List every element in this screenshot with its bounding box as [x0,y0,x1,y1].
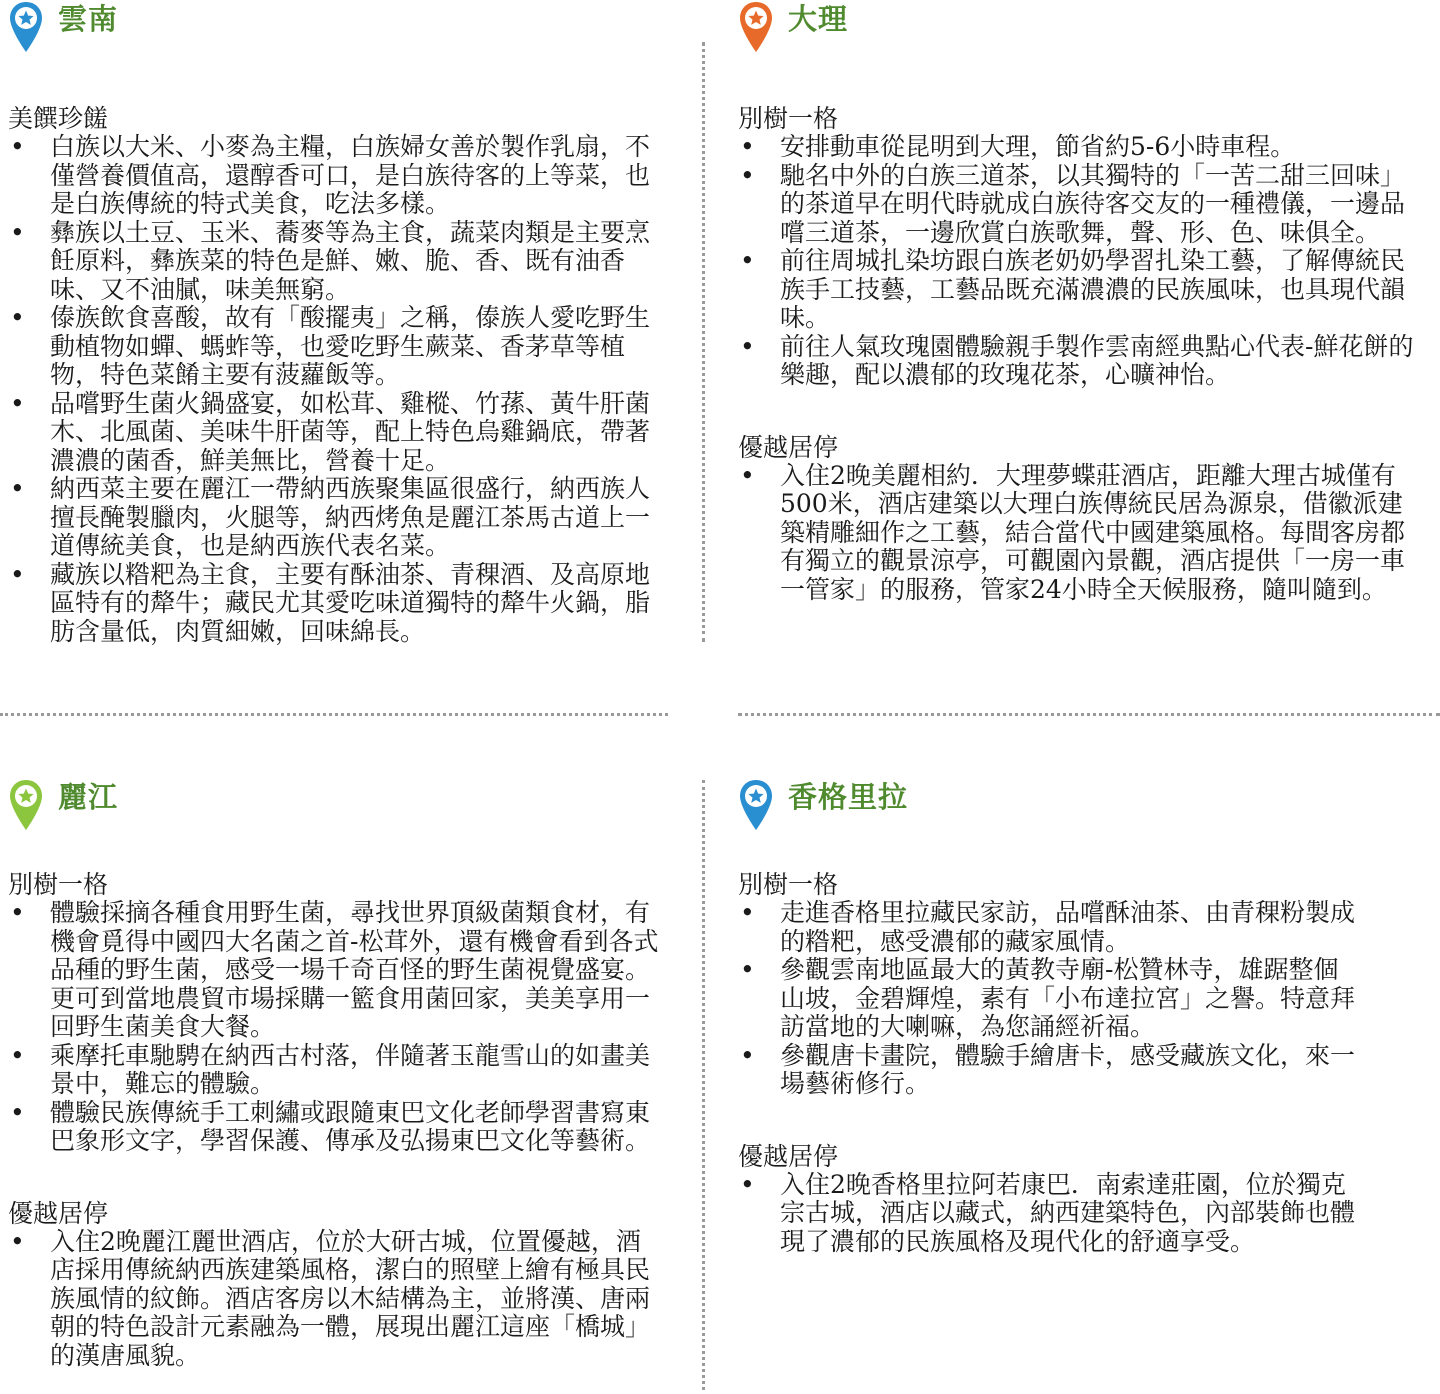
region-panel-lijiang [8,778,688,1370]
section-highlights [8,871,688,1156]
region-title: 麗江 [58,779,119,814]
list-item: • 入住2晚麗江麗世酒店，位於大研古城，位置優越，酒店採用傳統納西族建築風格，潔白的照壁上繪有極具民族風情的紋飾。酒店客房以木結構為主，並將漢、唐兩朝的特色設計元素融為一體，展現出麗江這座「橋城」的漢唐風貌。 [8,1228,660,1371]
section-heading: 優越居停 [8,1198,109,1228]
list-item: • 前往周城扎染坊跟白族老奶奶學習扎染工藝，了解傳統民族手工技藝，工藝品既充滿濃濃的民族風味，也具現代韻味。 [738,247,1416,333]
list-item: • 體驗採摘各種食用野生菌，尋找世界頂級菌類食材，有機會覓得中國四大名菌之首-松茸外，還有機會看到各式品種的野生菌，感受一場千奇百怪的野生菌視覺盛宴。更可到當地農貿市場採購一籃食用菌回家，美美享用一回野生菌美食大餐。 [8,899,660,1042]
map-pin-star-icon [8,778,44,832]
section-highlights [738,105,1438,390]
bullet-list [738,899,1438,1099]
section-heading: 別樹一格 [8,870,109,899]
region-header [8,0,688,54]
list-item: • 入住2晚美麗相約．大理夢蝶莊酒店，距離大理古城僅有500米，酒店建築以大理白族傳統民居為源泉，借徽派建築精雕細作之工藝，結合當代中國建築風格。每間客房都有獨立的觀景涼亭，可觀園內景觀，酒店提供「一房一車一管家」的服務，管家24小時全天候服務，隨叫隨到。 [738,462,1416,605]
section-accommodation [738,434,1438,605]
list-item: • 走進香格里拉藏民家訪，品嚐酥油茶、由青稞粉製成的糌粑，感受濃郁的藏家風情。 [738,899,1360,956]
vertical-divider-top [702,42,705,642]
list-item: • 品嚐野生菌火鍋盛宴，如松茸、雞樅、竹蓀、黃牛肝菌木、北風菌、美味牛肝菌等，配上特色烏雞鍋底，帶著濃濃的菌香，鮮美無比，營養十足。 [8,390,660,476]
bullet-list [8,1228,688,1371]
section-heading: 別樹一格 [738,104,839,133]
list-item: • 體驗民族傳統手工刺繡或跟隨東巴文化老師學習書寫東巴象形文字，學習保護、傳承及弘揚東巴文化等藝術。 [8,1099,660,1156]
section-heading: 別樹一格 [738,870,839,899]
list-item: • 馳名中外的白族三道茶，以其獨特的「一苦二甜三回味」的茶道早在明代時就成白族待客交友的一種禮儀，一邊品嚐三道茶，一邊欣賞白族歌舞，聲、形、色、味俱全。 [738,162,1416,248]
list-item: • 藏族以糌粑為主食，主要有酥油茶、青稞酒、及高原地區特有的犛牛；藏民尤其愛吃味道獨特的犛牛火鍋，脂肪含量低，肉質細嫩，回味綿長。 [8,561,660,647]
list-item: • 參觀雲南地區最大的黃教寺廟-松贊林寺，雄踞整個山坡，金碧輝煌，素有「小布達拉宮」之譽。特意拜訪當地的大喇嘛，為您誦經祈福。 [738,956,1360,1042]
section-accommodation [738,1143,1438,1257]
bullet-list [738,133,1438,390]
map-pin-star-icon [738,778,774,832]
region-title: 雲南 [58,1,119,36]
region-header [738,778,1438,832]
region-panel-dali [738,0,1438,604]
section-highlights [738,871,1438,1099]
list-item: • 傣族飲食喜酸，故有「酸擺夷」之稱，傣族人愛吃野生動植物如蟬、螞蚱等，也愛吃野生蕨菜、香茅草等植物，特色菜餚主要有菠蘿飯等。 [8,304,660,390]
horizontal-divider-left [0,713,668,716]
list-item: • 白族以大米、小麥為主糧，白族婦女善於製作乳扇，不僅營養價值高，還醇香可口，是白族待客的上等菜，也是白族傳統的特式美食，吃法多樣。 [8,133,660,219]
section-accommodation [8,1200,688,1371]
list-item: • 前往人氣玫瑰園體驗親手製作雲南經典點心代表-鮮花餅的樂趣，配以濃郁的玫瑰花茶，心曠神怡。 [738,333,1416,390]
bullet-list [738,462,1438,605]
list-item: • 入住2晚香格里拉阿若康巴．南索達莊園，位於獨克宗古城，酒店以藏式，納西建築特色，內部裝飾也體現了濃郁的民族風格及現代化的舒適享受。 [738,1171,1360,1257]
region-header [8,778,688,832]
bullet-list [8,899,688,1156]
bullet-list [8,133,688,646]
list-item: • 乘摩托車馳騁在納西古村落，伴隨著玉龍雪山的如畫美景中，難忘的體驗。 [8,1042,660,1099]
region-title: 大理 [788,1,849,36]
section-cuisine [8,105,688,646]
section-heading: 優越居停 [738,1141,839,1171]
horizontal-divider-right [738,713,1440,716]
section-heading: 美饌珍饈 [8,104,109,133]
section-heading: 優越居停 [738,432,839,462]
region-panel-yunnan [8,0,688,646]
vertical-divider-bottom [702,780,705,1390]
region-title: 香格里拉 [788,779,909,814]
map-pin-star-icon [8,0,44,54]
list-item: • 參觀唐卡畫院，體驗手繪唐卡，感受藏族文化，來一場藝術修行。 [738,1042,1360,1099]
list-item: • 安排動車從昆明到大理，節省約5-6小時車程。 [738,133,1416,162]
map-pin-star-icon [738,0,774,54]
list-item: • 彝族以土豆、玉米、蕎麥等為主食，蔬菜肉類是主要烹飪原料，彝族菜的特色是鮮、嫩、脆、香、既有油香味、又不油膩，味美無窮。 [8,219,660,305]
bullet-list [738,1171,1438,1257]
list-item: • 納西菜主要在麗江一帶納西族聚集區很盛行，納西族人擅長醃製臘肉，火腿等，納西烤魚是麗江茶馬古道上一道傳統美食，也是納西族代表名菜。 [8,475,660,561]
region-header [738,0,1438,54]
region-panel-shangrila [738,778,1438,1256]
